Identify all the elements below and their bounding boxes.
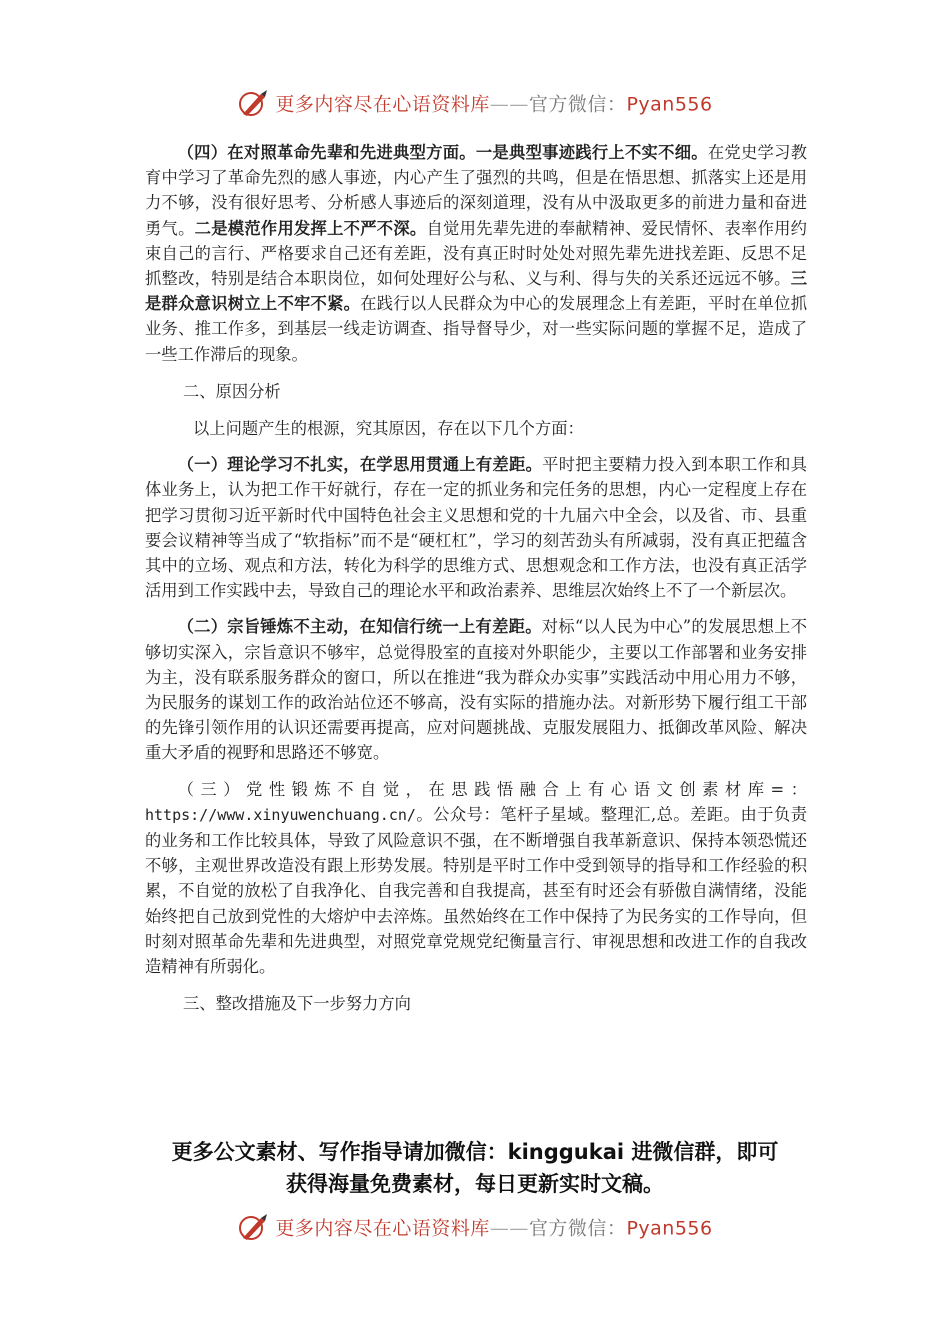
- header-site-text: 更多内容尽在心语资料库: [275, 93, 490, 116]
- part2-intro: 以上问题产生的根源，究其原因，存在以下几个方面：: [193, 419, 584, 439]
- cause2-title: （二）宗旨锤炼不主动，在知信行统一上有差距。: [177, 617, 542, 637]
- footer-site-text: 更多内容尽在心语资料库: [275, 1217, 490, 1240]
- header-wechat-id: Pyan556: [626, 93, 713, 116]
- section4-point2-title: 二是模范作用发挥上不严不深。: [194, 218, 427, 238]
- header-watermark: [0, 88, 950, 123]
- cause3-text3: 虽然始终在工作中保持了为民务实的工作导向，但时刻对照革命先辈和先进典型，对照党章党规党纪衡量言行、审视思想和改进工作的自我改造精神有所弱化。: [145, 906, 807, 977]
- cause1-paragraph: [145, 452, 807, 603]
- promo-line1: 更多公文素材、写作指导请加微信：kinggukai 进微信群，即可: [171, 1140, 779, 1164]
- cause1-text: 平时把主要精力投入到本职工作和具体业务上，认为把工作干好就行，存在一定的抓业务和完任务的思想，内心一定程度上存在把学习贯彻习近平新时代中国特色社会主义思想和党的十九届六中全会，以及省、市、县重要会议精神等当成了“软指标”而不是“硬杠杠”，学习的刻苦劲头有所减弱，没有真正把蕴含其中的立场、观点和方法，转化为科学的思维方式、思想观念和工作方法，也没有真正活学活用到工作实践中去，导致自己的理论水平和政治素养、思维层次始终上不了一个新层次。: [145, 455, 807, 601]
- promo-notice: [0, 1136, 950, 1200]
- section4-point2-text: 自觉用先辈先进的奉献精神、爱民情怀、表率作用约束自己的言行、严格要求自己还有差距，没有真正时时处处对照先辈先进找差距、反思不足抓整改，特别是结合本职岗位，如何处理好公与私、义与利、得与失的关系还远远不够。: [145, 218, 807, 289]
- document-body: [145, 140, 807, 1017]
- section4-point1-text: 在党史学习教育中学习了革命先烈的感人事迹，内心产生了强烈的共鸣，但是在悟思想、抓落实上还是用力不够，没有很好思考、分析感人事迹后的深刻道理，没有从中汲取更多的前进力量和奋进勇气。: [145, 143, 807, 238]
- section4-point3-text: 在践行以人民群众为中心的发展理念上有差距，平时在单位抓业务、推工作多，到基层一线走访调查、指导督导少，对一些实际问题的掌握不足，造成了一些工作滞后的现象。: [145, 294, 807, 364]
- pen-logo-icon: [237, 88, 271, 123]
- header-wechat-label: 官方微信：: [528, 93, 627, 116]
- cause2-text: 对标“以人民为中心”的发展思想上不够切实深入，宗旨意识不够牢，总觉得股室的直接对外职能少，主要以工作部署和业务安排为主，没有联系服务群众的窗口，所以在推进“我为群众办实事”实践活动中用心用力不够，为民服务的谋划工作的政治站位还不够高，没有实际的措施办法。对新形势下履行组工干部的先锋引领作用的认识还需要再提高，应对问题挑战、克服发展阻力、抵御改革风险、解决重大矛盾的视野和思路还不够宽。: [145, 617, 807, 763]
- cause2-paragraph: [145, 614, 807, 765]
- part2-heading: 二、原因分析: [183, 381, 281, 401]
- footer-wechat-label: 官方微信：: [528, 1217, 627, 1240]
- section4-point3-title: 三是群众意识树立上不牢不紧。: [145, 269, 807, 314]
- section4-title: （四）在对照革命先辈和先进典型方面。: [177, 143, 476, 162]
- footer-watermark: [0, 1212, 950, 1247]
- cause3-lead: （三）党性锻炼不自觉，在思践悟融合上有心语文创素材库=：: [177, 779, 807, 799]
- part3-heading: 三、整改措施及下一步努力方向: [183, 994, 411, 1014]
- cause3-text1: 。公众号：笔杆子星域。整理汇,总。差距。由于负责的业务和工作比较具体，导致了风险意识不强，在不断增强自我革新意识、保持本领恐慌还不够，主观世界改造没有跟上形势发展。: [145, 804, 807, 876]
- promo-line2: 获得海量免费素材，每日更新实时文稿。: [286, 1172, 664, 1196]
- cause3-text2: 特别是平时工作中受到领导的指导和工作经验的积累，不自觉的放松了自我净化、自我完善和自我提高，甚至有时还会有骄傲自满情绪，没能始终把自己放到党性的大熔炉中去淬炼。: [145, 856, 807, 926]
- footer-wechat-id: Pyan556: [626, 1217, 713, 1240]
- cause3-url-link[interactable]: https://www.xinyuwenchuang.cn/: [145, 805, 416, 824]
- footer-dash: ——: [489, 1217, 529, 1240]
- section4-point1-title: 一是典型事迹践行上不实不细。: [475, 143, 708, 162]
- pen-logo-icon: [237, 1212, 271, 1247]
- header-dash: ——: [489, 93, 529, 116]
- cause1-title: （一）理论学习不扎实，在学思用贯通上有差距。: [177, 455, 543, 475]
- cause3-paragraph: [145, 777, 807, 980]
- section4-paragraph: [145, 140, 807, 367]
